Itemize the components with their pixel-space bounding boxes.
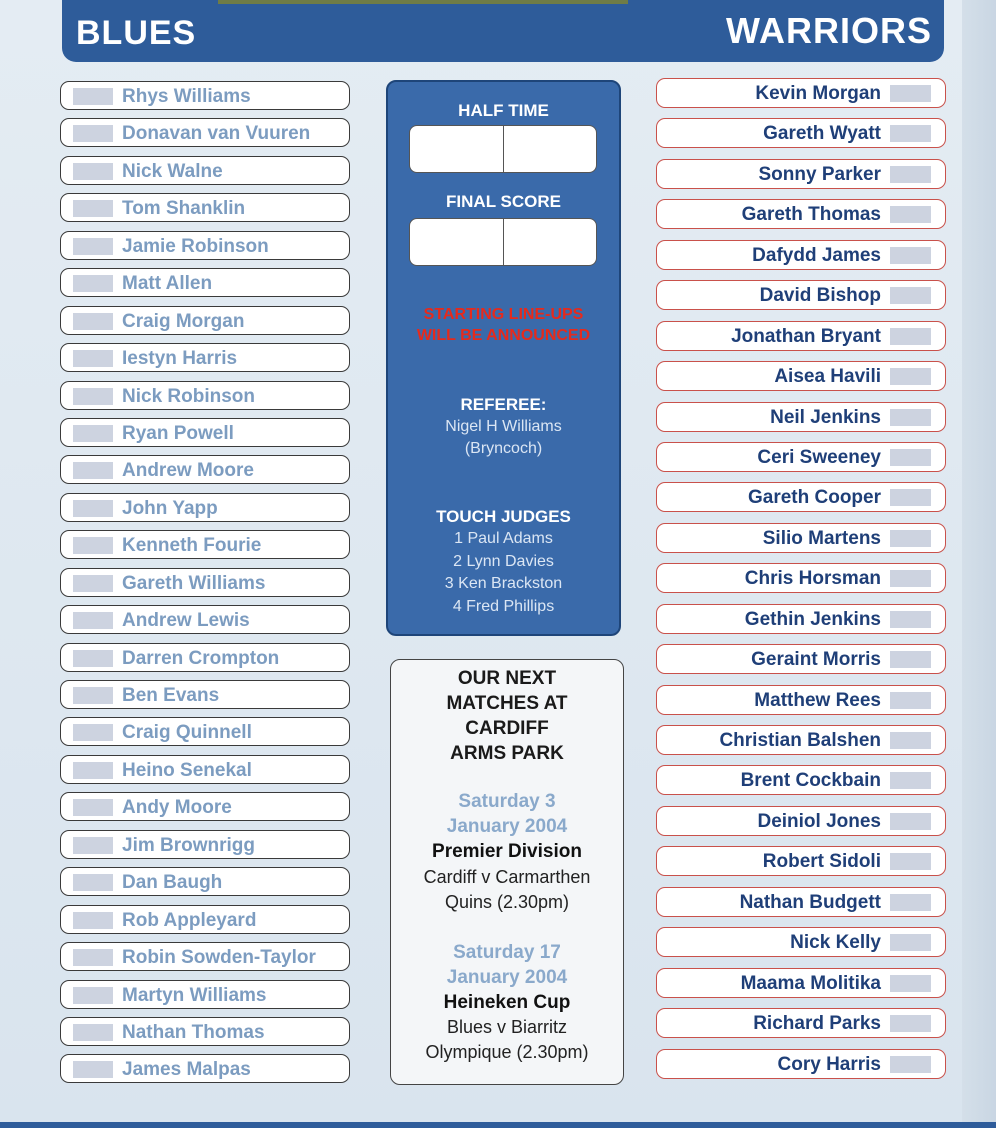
- player-name: Nathan Budgett: [739, 891, 881, 913]
- player-name: Cory Harris: [777, 1053, 881, 1075]
- player-name: Deiniol Jones: [757, 810, 881, 832]
- blues-player-row: [60, 1017, 350, 1046]
- player-name: Jamie Robinson: [122, 235, 269, 257]
- shirt-number-box: [890, 570, 931, 587]
- warriors-player-row: [656, 402, 946, 432]
- warriors-player-row: [656, 604, 946, 634]
- shirt-number-box: [73, 163, 113, 180]
- away-team-title: WARRIORS: [726, 10, 932, 51]
- player-name: Christian Balshen: [719, 730, 881, 751]
- player-name: Sonny Parker: [758, 163, 881, 185]
- final-score-box: [409, 218, 597, 266]
- shirt-number-box: [73, 388, 113, 405]
- touch-judge: 1 Paul Adams: [454, 530, 553, 547]
- shirt-number-box: [73, 724, 113, 741]
- half-time-label: HALF TIME: [458, 101, 549, 120]
- player-name: Matt Allen: [122, 273, 213, 295]
- fixture-teams: Quins (2.30pm): [444, 892, 570, 912]
- shirt-number-box: [890, 287, 931, 304]
- shirt-number-box: [73, 1024, 113, 1041]
- shirt-number-box: [890, 530, 931, 547]
- blues-player-row: [60, 118, 350, 147]
- warriors-player-row: [656, 806, 946, 836]
- bottom-band: [0, 1122, 996, 1128]
- blues-player-row: [60, 343, 350, 372]
- player-name: Gethin Jenkins: [744, 608, 881, 630]
- shirt-number-box: [73, 912, 113, 929]
- warriors-player-row: [656, 482, 946, 512]
- shirt-number-box: [73, 425, 113, 442]
- player-name: Rob Appleyard: [122, 909, 257, 931]
- player-name: Andrew Moore: [122, 460, 254, 482]
- shirt-number-box: [73, 1061, 113, 1078]
- blues-player-row: [60, 193, 350, 222]
- player-name: Kevin Morgan: [755, 83, 881, 104]
- blues-player-row: [60, 268, 350, 297]
- warriors-player-row: [656, 159, 946, 189]
- shirt-number-box: [73, 687, 113, 704]
- warriors-player-row: [656, 118, 946, 148]
- next-matches-title: CARDIFF: [465, 718, 549, 739]
- warriors-player-row: [656, 725, 946, 755]
- player-name: Aisea Havili: [774, 366, 881, 388]
- warriors-player-row: [656, 442, 946, 472]
- player-name: Nick Walne: [122, 160, 223, 182]
- next-matches-panel: [390, 659, 624, 1085]
- shirt-number-box: [73, 350, 113, 367]
- blues-player-row: [60, 792, 350, 821]
- warriors-player-row: [656, 644, 946, 674]
- player-name: Craig Morgan: [122, 310, 245, 332]
- blues-player-row: [60, 418, 350, 447]
- shirt-number-box: [73, 837, 113, 854]
- shirt-number-box: [73, 874, 113, 891]
- player-name: Tom Shanklin: [122, 198, 246, 220]
- shirt-number-box: [73, 987, 113, 1004]
- half-time-home-score[interactable]: [410, 126, 504, 172]
- player-name: Nathan Thomas: [122, 1021, 265, 1043]
- shirt-number-box: [73, 462, 113, 479]
- shirt-number-box: [890, 1015, 931, 1032]
- blues-player-row: [60, 717, 350, 746]
- shirt-number-box: [73, 200, 113, 217]
- touch-judges-label: TOUCH JUDGES: [436, 507, 571, 526]
- player-name: James Malpas: [122, 1059, 251, 1081]
- blues-player-row: [60, 568, 350, 597]
- warriors-player-row: [656, 968, 946, 998]
- shirt-number-box: [890, 489, 931, 506]
- warriors-player-row: [656, 685, 946, 715]
- shirt-number-box: [890, 894, 931, 911]
- final-away-score[interactable]: [503, 219, 596, 265]
- blues-player-row: [60, 680, 350, 709]
- shirt-number-box: [890, 328, 931, 345]
- warriors-player-row: [656, 240, 946, 270]
- shirt-number-box: [890, 772, 931, 789]
- shirt-number-box: [890, 813, 931, 830]
- shirt-number-box: [73, 650, 113, 667]
- shirt-number-box: [890, 206, 931, 223]
- player-name: Darren Crompton: [122, 647, 280, 669]
- warriors-player-row: [656, 1008, 946, 1038]
- shirt-number-box: [73, 612, 113, 629]
- blues-player-row: [60, 231, 350, 260]
- player-name: Neil Jenkins: [770, 406, 881, 428]
- player-name: Rhys Williams: [122, 86, 251, 107]
- warriors-player-row: [656, 78, 946, 108]
- player-name: Ceri Sweeney: [757, 446, 881, 468]
- shirt-number-box: [73, 949, 113, 966]
- fixture-date: January 2004: [446, 816, 568, 837]
- fixture-teams: Blues v Biarritz: [446, 1017, 568, 1037]
- shirt-number-box: [73, 762, 113, 779]
- shirt-number-box: [73, 313, 113, 330]
- player-name: Gareth Thomas: [741, 204, 881, 226]
- touch-judge: 2 Lynn Davies: [453, 553, 554, 570]
- shirt-number-box: [890, 934, 931, 951]
- blues-player-row: [60, 830, 350, 859]
- blues-player-row: [60, 755, 350, 784]
- shirt-number-box: [73, 575, 113, 592]
- shirt-number-box: [890, 611, 931, 628]
- warriors-player-row: [656, 361, 946, 391]
- shirt-number-box: [890, 125, 931, 142]
- player-name: Brent Cockbain: [740, 770, 881, 792]
- player-name: Donavan van Vuuren: [122, 123, 311, 145]
- shirt-number-box: [890, 975, 931, 992]
- player-name: Ryan Powell: [122, 422, 234, 444]
- lineup-notice-line1: STARTING LINE-UPS: [423, 306, 584, 323]
- fixture-competition: Premier Division: [432, 841, 582, 862]
- blues-player-row: [60, 493, 350, 522]
- player-name: Andy Moore: [122, 797, 232, 819]
- blues-player-row: [60, 306, 350, 335]
- player-name: David Bishop: [759, 285, 881, 307]
- final-home-score[interactable]: [410, 219, 504, 265]
- shirt-number-box: [73, 500, 113, 517]
- referee-label: REFEREE:: [460, 395, 547, 414]
- warriors-player-row: [656, 199, 946, 229]
- player-name: Kenneth Fourie: [122, 535, 262, 557]
- team-header-band: [62, 0, 944, 62]
- warriors-player-list: [656, 78, 946, 1089]
- player-name: Matthew Rees: [754, 689, 881, 711]
- half-time-score-box: [409, 125, 597, 173]
- fixture-teams: Olympique (2.30pm): [425, 1042, 589, 1062]
- touch-judge: 3 Ken Brackston: [444, 575, 563, 592]
- warriors-player-row: [656, 887, 946, 917]
- shirt-number-box: [890, 449, 931, 466]
- fixture-teams: Cardiff v Carmarthen: [423, 867, 591, 887]
- player-name: Nick Kelly: [790, 932, 881, 954]
- blues-player-row: [60, 530, 350, 559]
- player-name: Gareth Wyatt: [763, 123, 881, 145]
- shirt-number-box: [73, 238, 113, 255]
- blues-player-row: [60, 867, 350, 896]
- warriors-player-row: [656, 563, 946, 593]
- player-name: Iestyn Harris: [122, 348, 238, 370]
- player-name: Gareth Cooper: [747, 487, 881, 509]
- page-edge-shadow: [962, 0, 996, 1128]
- player-name: Silio Martens: [762, 527, 881, 549]
- shirt-number-box: [890, 732, 931, 749]
- player-name: Nick Robinson: [122, 385, 256, 407]
- blues-player-row: [60, 643, 350, 672]
- shirt-number-box: [890, 247, 931, 264]
- fixture-competition: Heineken Cup: [443, 992, 571, 1013]
- shirt-number-box: [890, 166, 931, 183]
- next-matches-title: ARMS PARK: [450, 743, 564, 764]
- player-name: Dan Baugh: [122, 872, 223, 894]
- warriors-player-row: [656, 280, 946, 310]
- player-name: Martyn Williams: [122, 984, 267, 1006]
- warriors-player-row: [656, 321, 946, 351]
- shirt-number-box: [890, 853, 931, 870]
- home-team-title: BLUES: [76, 14, 197, 52]
- blues-player-row: [60, 980, 350, 1009]
- touch-judge: 4 Fred Phillips: [452, 598, 555, 615]
- warriors-player-row: [656, 1049, 946, 1079]
- warriors-player-row: [656, 846, 946, 876]
- fixture-date: January 2004: [446, 967, 568, 988]
- blues-player-row: [60, 381, 350, 410]
- warriors-player-row: [656, 523, 946, 553]
- blues-player-row: [60, 81, 350, 110]
- warriors-player-row: [656, 927, 946, 957]
- fixture-date: Saturday 3: [458, 791, 556, 812]
- shirt-number-box: [73, 275, 113, 292]
- player-name: Craig Quinnell: [122, 722, 252, 744]
- player-name: Maama Molitika: [740, 972, 881, 994]
- player-name: Jonathan Bryant: [731, 325, 881, 347]
- final-score-label: FINAL SCORE: [446, 192, 561, 211]
- player-name: Richard Parks: [753, 1013, 881, 1035]
- player-name: Chris Horsman: [744, 568, 881, 590]
- lineup-notice-line2: WILL BE ANNOUNCED: [416, 327, 591, 344]
- shirt-number-box: [890, 1056, 931, 1073]
- blues-player-row: [60, 605, 350, 634]
- shirt-number-box: [73, 88, 113, 105]
- blues-player-row: [60, 156, 350, 185]
- score-panel: [386, 80, 621, 636]
- shirt-number-box: [890, 409, 931, 426]
- blues-player-row: [60, 942, 350, 971]
- warriors-player-row: [656, 765, 946, 795]
- photo-strip: [218, 0, 628, 4]
- shirt-number-box: [890, 692, 931, 709]
- player-name: Geraint Morris: [751, 649, 881, 671]
- next-matches-title: MATCHES AT: [446, 693, 568, 714]
- referee-club: (Bryncoch): [464, 440, 543, 457]
- shirt-number-box: [890, 85, 931, 102]
- blues-player-row: [60, 1054, 350, 1083]
- player-name: John Yapp: [122, 497, 218, 519]
- player-name: Robin Sowden-Taylor: [122, 947, 316, 969]
- player-name: Andrew Lewis: [122, 610, 250, 632]
- player-name: Heino Senekal: [122, 759, 252, 781]
- fixture-date: Saturday 17: [453, 942, 561, 963]
- player-name: Robert Sidoli: [762, 851, 881, 873]
- player-name: Dafydd James: [752, 244, 881, 266]
- player-name: Gareth Williams: [122, 572, 266, 594]
- blues-player-row: [60, 455, 350, 484]
- blues-player-row: [60, 905, 350, 934]
- blues-player-list: [60, 81, 350, 1092]
- player-name: Jim Brownrigg: [122, 834, 256, 856]
- referee-name: Nigel H Williams: [445, 418, 562, 435]
- shirt-number-box: [890, 368, 931, 385]
- player-name: Ben Evans: [122, 685, 220, 706]
- shirt-number-box: [890, 651, 931, 668]
- shirt-number-box: [73, 125, 113, 142]
- half-time-away-score[interactable]: [503, 126, 596, 172]
- next-matches-title: OUR NEXT: [457, 668, 557, 689]
- shirt-number-box: [73, 537, 113, 554]
- shirt-number-box: [73, 799, 113, 816]
